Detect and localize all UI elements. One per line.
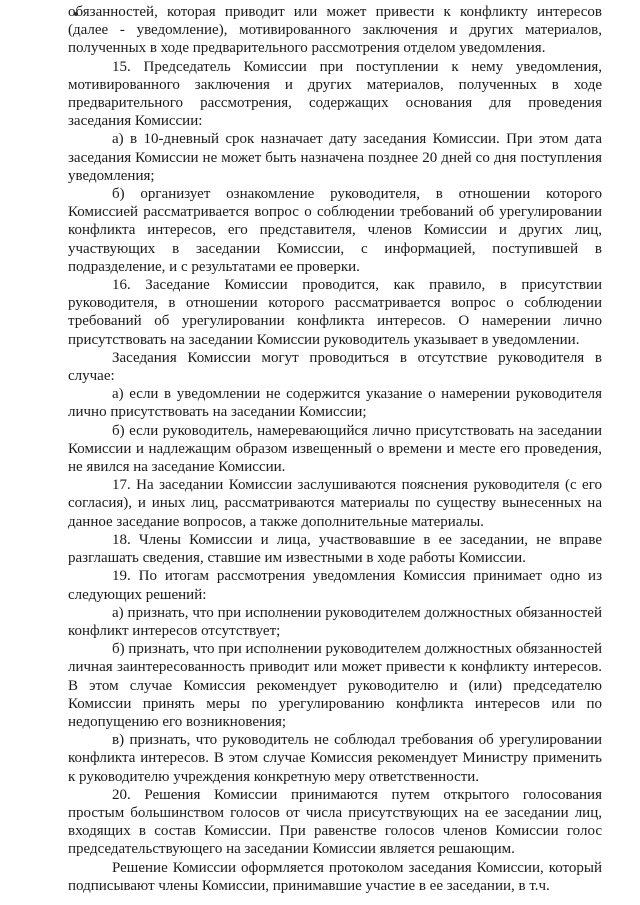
paragraph-absence-b: б) если руководитель, намеревающийся лично присутствовать на заседании Комиссии и надлежащим образом извещенный о времени и месте его проведения, не явился на заседание Комиссии. (68, 422, 602, 476)
paragraph-item-19: 19. По итогам рассмотрения уведомления Комиссия принимает одно из следующих решений: (68, 568, 602, 603)
paragraph-item-17: 17. На заседании Комиссии заслушиваются пояснения руководителя (с его согласия), и иных лиц, рассматриваются материалы по существу вынесенных на данное заседание вопросов, а также дополнительные материалы. (68, 477, 602, 530)
paragraph-absence-a: а) если в уведомлении не содержится указание о намерении руководителя лично присутствовать на заседании Комиссии; (68, 386, 602, 421)
paragraph-protocol: Решение Комиссии оформляется протоколом заседания Комиссии, который подписывают члены Комиссии, принимавшие участие в ее заседании, в т.ч. (68, 859, 602, 894)
paragraph-item-15b: б) организует ознакомление руководителя, в отношении которого Комиссией рассматривается вопрос о соблюдении требований об урегулировании конфликта интересов, его представителя, членов Комиссии и других лиц, участвующих в заседании Комиссии, с информацией, поступившей в подразделение, и с результатами ее проверки. (68, 186, 602, 275)
paragraph-item-19c: в) признать, что руководитель не соблюдал требования об урегулировании конфликта интересов. В этом случае Комиссия рекомендует Министру применить к руководителю учреждения конкретную меру ответственности. (68, 732, 602, 785)
paragraph-absence-cases: Заседания Комиссии могут проводиться в отсутствие руководителя в случае: (68, 349, 602, 385)
paragraph-item-15: 15. Председатель Комиссии при поступлении к нему уведомления, мотивированного заключения и других материалов, полученных в ходе предварительного рассмотрения, содержащих основания для проведения заседания Комиссии: (68, 58, 602, 130)
paragraph-item-19b: б) признать, что при исполнении руководителем должностных обязанностей личная заинтересованность приводит или может привести к конфликту интересов. В этом случае Комиссия рекомендует руководителю и (или) председателю Комиссии принять меры по урегулированию конфликта интересов или по недопущению его возникновения; (68, 641, 602, 730)
paragraph-item-16: 16. Заседание Комиссии проводится, как правило, в присутствии руководителя, в отношении которого рассматривается вопрос о соблюдении требований об урегулировании конфликта интересов. О намерении лично присутствовать на заседании Комиссии руководитель указывает в уведомлении. (68, 277, 602, 348)
paragraph-item-18: 18. Члены Комиссии и лица, участвовавшие в ее заседании, не вправе разглашать сведения, ставшие им известными в ходе работы Комиссии. (68, 531, 602, 567)
document-body (68, 3, 602, 895)
paragraph-item-15a: а) в 10-дневный срок назначает дату заседания Комиссии. При этом дата заседания Комиссии не может быть назначена позднее 20 дней со дня поступления уведомления; (68, 131, 602, 184)
paragraph-continuation: обязанностей, которая приводит или может привести к конфликту интересов (далее - уведомление), мотивированного заключения и других материалов, полученных в ходе предварительного рассмотрения отделом уведомления. (68, 4, 602, 57)
paragraph-item-20: 20. Решения Комиссии принимаются путем открытого голосования простым большинством голосов от числа присутствующих на ее заседании лиц, входящих в состав Комиссии. При равенстве голосов членов Комиссии голос председательствующего на заседании Комиссии является решающим. (68, 786, 602, 858)
paragraph-item-19a: а) признать, что при исполнении руководителем должностных обязанностей конфликт интересов отсутствует; (68, 604, 602, 639)
